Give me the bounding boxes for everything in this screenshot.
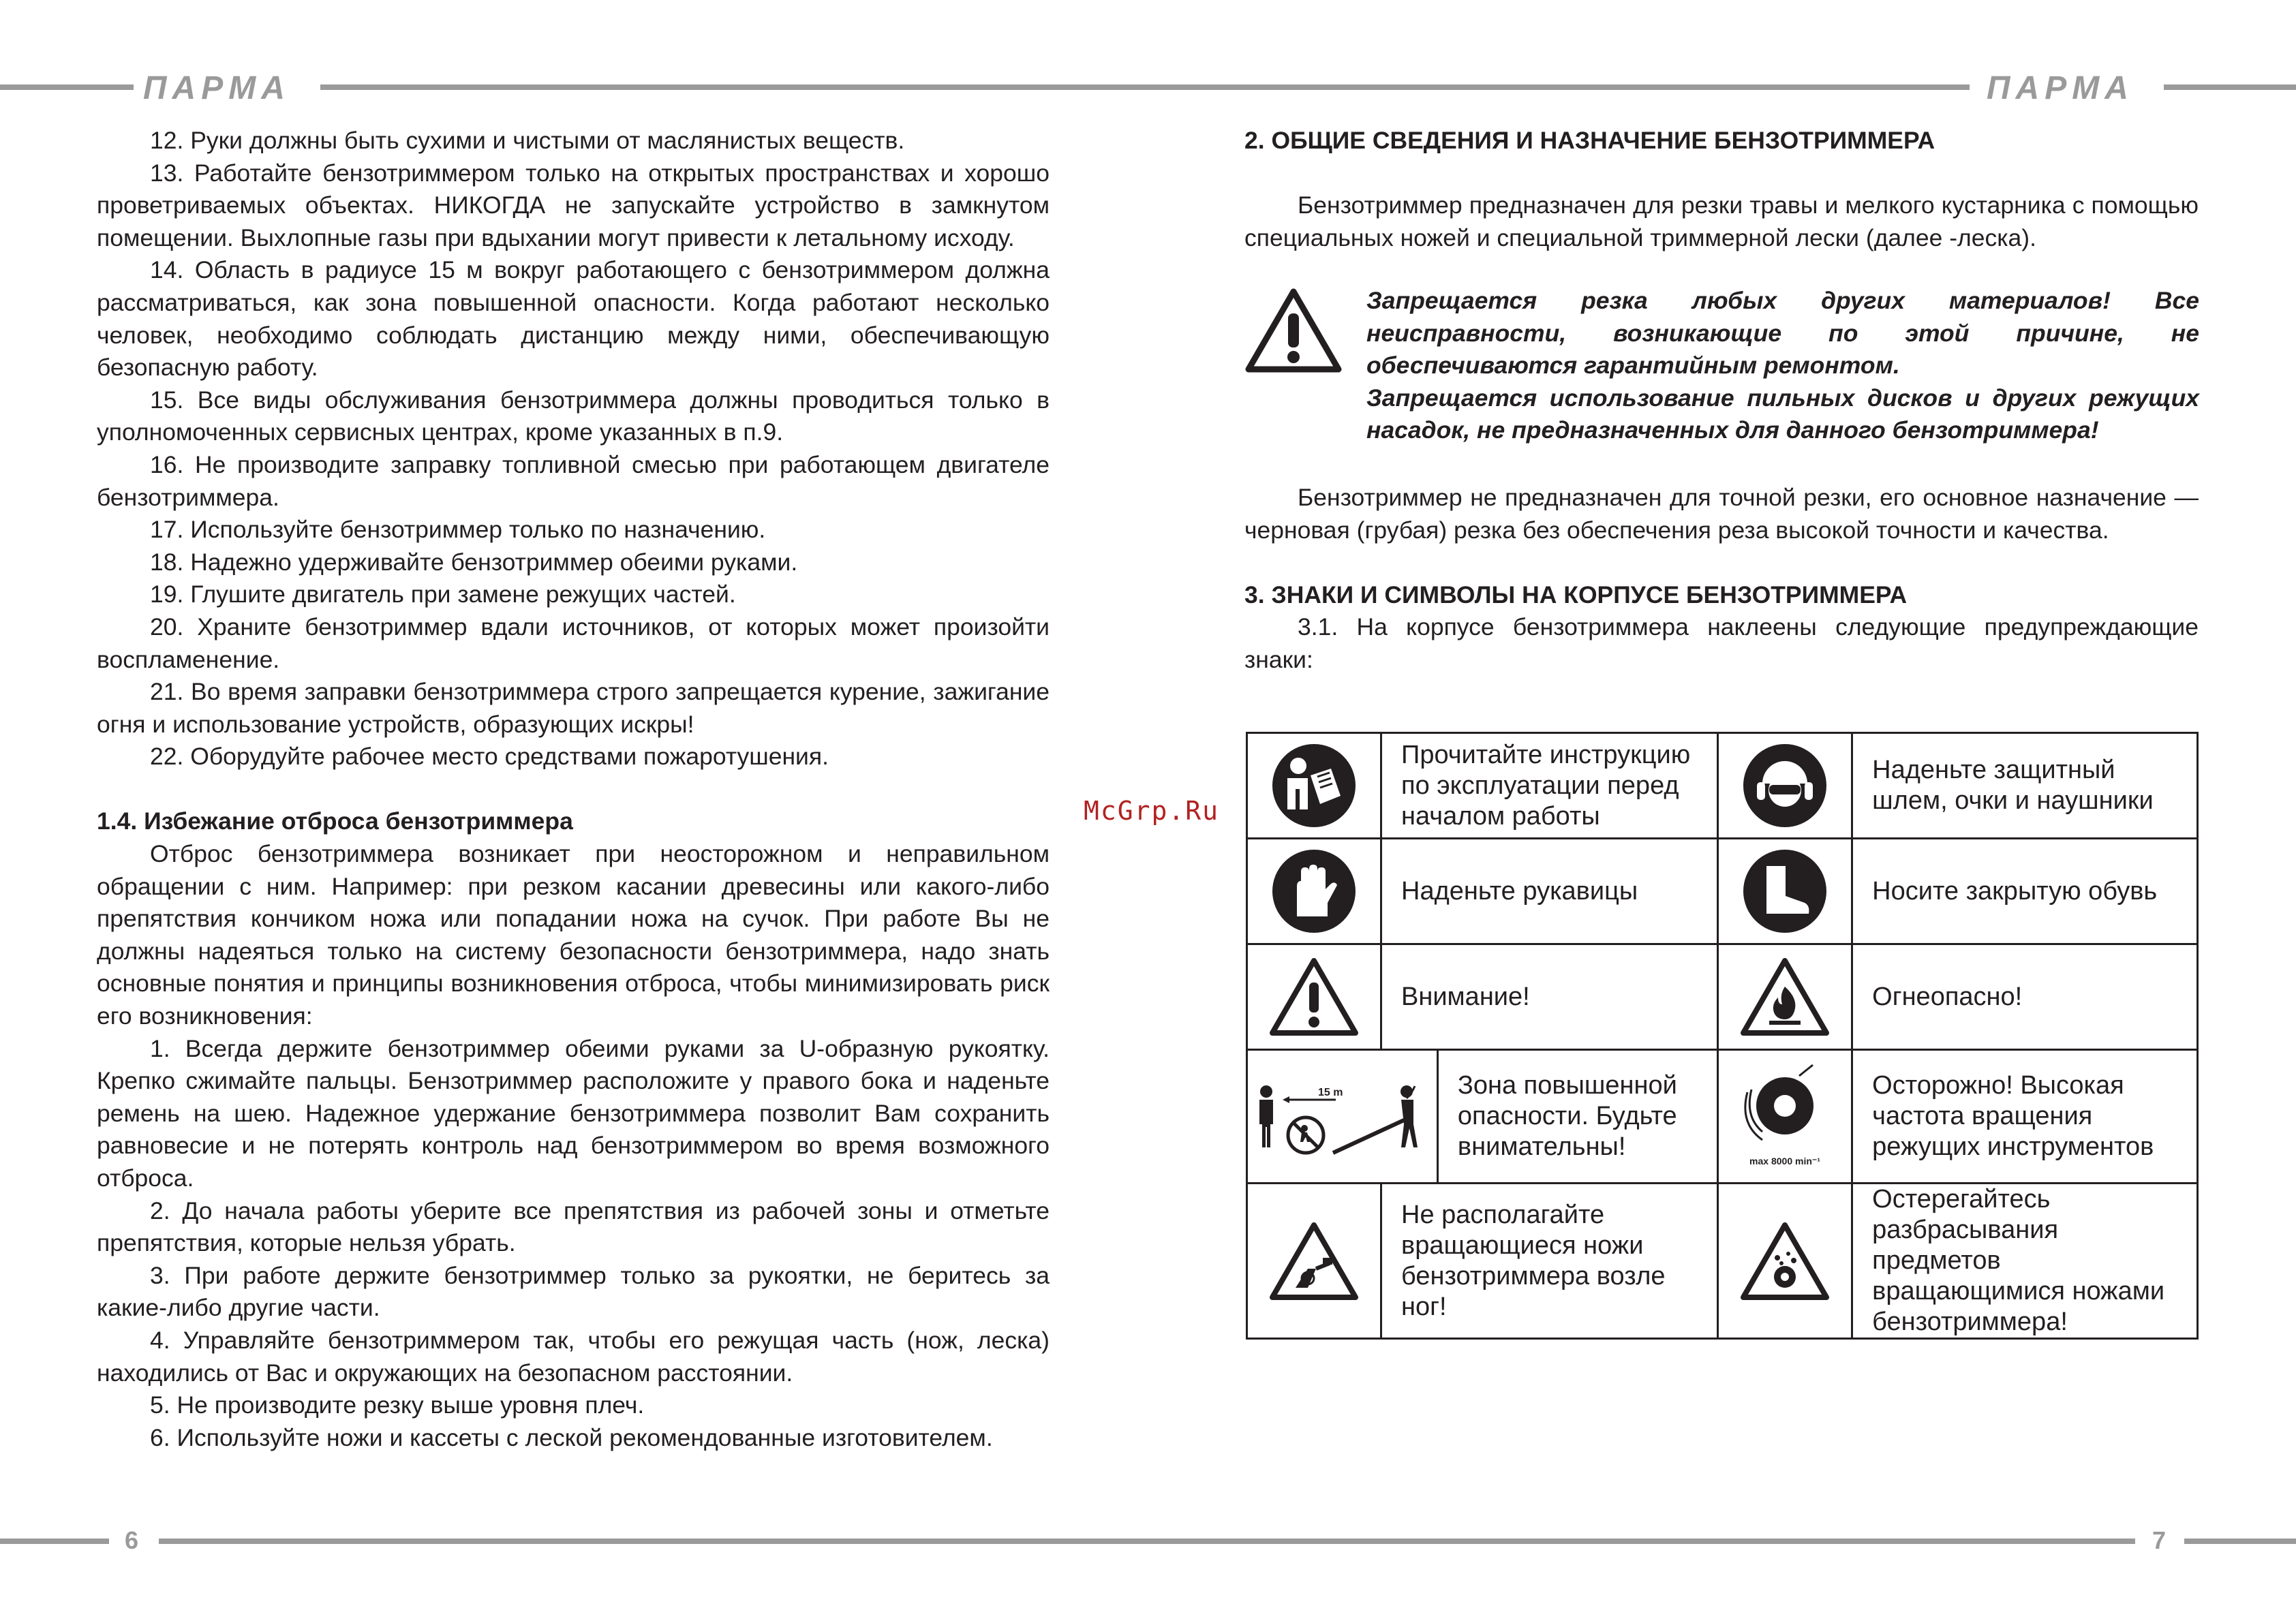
right-column-middle <box>1244 482 2199 677</box>
sign-icon-cell <box>1247 733 1381 839</box>
page-number-right: 7 <box>2152 1526 2167 1554</box>
sign-icon-cell <box>1247 1184 1381 1339</box>
warning-triangle-icon <box>1244 286 1343 375</box>
sign-icon-cell <box>1718 1184 1852 1339</box>
list-item: 14. Область в радиусе 15 м вокруг работающего с бензотриммером должна рассматриваться, как зона повышенной опасности. Когда работают несколько человек, необходимо соблюдать дистанцию между ними, обеспечивающую безопасную работу. <box>97 256 1050 382</box>
fire-icon <box>1739 957 1831 1037</box>
sign-text: Зона повышенной опасности. Будьте внимательны! <box>1437 1050 1717 1184</box>
list-item: 19. Глушите двигатель при замене режущих частей. <box>150 581 736 608</box>
brand-logo-right: ПАРМА <box>1987 70 2134 106</box>
sign-text: Остерегайтесь разбрасывания предметов вращающимися ножами бензотриммера! <box>1852 1184 2198 1339</box>
list-item: 17. Используйте бензотриммер только по назначению. <box>150 516 766 544</box>
gloves-icon <box>1271 848 1357 934</box>
speed-label: max 8000 min⁻¹ <box>1749 1155 1821 1166</box>
sign-icon-cell <box>1247 839 1381 944</box>
paragraph: Бензотриммер не предназначен для точной резки, его основное назначение — черновая (грубая) резка без обеспечения реза высокой точности и качества. <box>1244 484 2199 544</box>
sign-text: Осторожно! Высокая частота вращения режущих инструментов <box>1852 1050 2198 1184</box>
attention-icon <box>1268 957 1360 1037</box>
page-number-left: 6 <box>125 1526 139 1554</box>
sign-icon-cell <box>1718 944 1852 1050</box>
list-item: 5. Не производите резку выше уровня плеч. <box>150 1391 645 1419</box>
sign-text: Носите закрытую обувь <box>1852 839 2198 944</box>
sign-text: Прочитайте инструкцию по эксплуатации перед началом работы <box>1381 733 1718 839</box>
legs-warning-icon <box>1268 1221 1360 1301</box>
sign-icon-cell <box>1247 1050 1438 1184</box>
sign-icon-cell <box>1718 1050 1852 1184</box>
list-item: 22. Оборудуйте рабочее место средствами пожаротушения. <box>150 743 829 771</box>
section-heading: 1.4. Избежание отброса бензотриммера <box>97 807 573 835</box>
list-item: 2. До начала работы уберите все препятствия из рабочей зоны и отметьте препятствия, которые нельзя убрать. <box>97 1196 1050 1257</box>
list-item: 21. Во время заправки бензотриммера строго запрещается курение, зажигание огня и использование устройств, образующих искры! <box>97 678 1050 738</box>
sign-icon-cell <box>1718 839 1852 944</box>
debris-warning-icon <box>1739 1221 1831 1301</box>
table-row <box>1247 733 2198 839</box>
sign-text: Наденьте рукавицы <box>1381 839 1718 944</box>
header-rule-right <box>2164 84 2296 90</box>
sign-text: Огнеопасно! <box>1852 944 2198 1050</box>
table-row <box>1247 1184 2198 1339</box>
brand-logo-left: ПАРМА <box>143 70 290 106</box>
warning-line: Запрещается резка любых других материалов! Все неисправности, возникающие по этой причине, не обеспечиваются гарантийным ремонтом. <box>1366 287 2199 380</box>
header-rule-left <box>0 84 134 90</box>
distance-label: 15 m <box>1318 1086 1343 1098</box>
paragraph: Бензотриммер предназначен для резки травы и мелкого кустарника с помощью специальных ножей и специальной триммерной лески (далее -леска). <box>1244 191 2199 251</box>
right-column-top <box>1244 125 2199 254</box>
helmet-icon <box>1742 743 1828 829</box>
table-row <box>1247 1050 2198 1184</box>
footer-rule-right <box>2184 1539 2296 1544</box>
warning-line: Запрещается использование пильных дисков и других режущих насадок, не предназначенных для данного бензотриммера! <box>1366 384 2199 444</box>
list-item: 12. Руки должны быть сухими и чистыми от маслянистых веществ. <box>150 127 905 154</box>
high-speed-icon <box>1734 1062 1836 1171</box>
list-item: 16. Не производите заправку топливной смесью при работающем двигателе бензотриммера. <box>97 450 1050 511</box>
list-item: 15. Все виды обслуживания бензотриммера должны проводиться только в уполномоченных сервисных центрах, кроме указанных в п.9. <box>97 386 1050 446</box>
footer-rule-left <box>0 1539 109 1544</box>
table-row <box>1247 839 2198 944</box>
boots-icon <box>1742 848 1828 934</box>
list-item: 3. При работе держите бензотриммер только за рукоятки, не беритесь за какие-либо другие части. <box>97 1261 1050 1322</box>
sign-text: Не располагайте вращающиеся ножи бензотриммера возле ног! <box>1381 1184 1718 1339</box>
signs-table <box>1246 732 2199 1340</box>
list-item: 1. Всегда держите бензотриммер обеими руками за U-образную рукоятку. Крепко сжимайте пальцы. Бензотриммер расположите у правого бока и наденьте ремень на шею. Надежное удержание бензотриммера позволит Вам сохранить равновесие и не потерять контроль над бензотриммером во время возможного отброса. <box>97 1034 1050 1192</box>
paragraph: Отброс бензотриммера возникает при неосторожном и неправильном обращении с ним. Например: при резком касании древесины или какого-либо препятствия кончиком ножа или попадании ножа на сучок. При работе Вы не должны надеяться только на систему безопасности бензотриммера, надо знать основные понятия и принципы возникновения отброса, чтобы минимизировать риск его возникновения: <box>97 840 1050 1030</box>
list-item: 6. Используйте ножи и кассеты с леской рекомендованные изготовителем. <box>150 1423 993 1451</box>
left-column <box>97 125 1050 1454</box>
read-manual-icon <box>1271 743 1357 829</box>
header-rule-center <box>320 84 1970 90</box>
warning-text <box>1366 285 2199 447</box>
sign-text: Внимание! <box>1381 944 1718 1050</box>
list-item: 20. Храните бензотриммер вдали источников, от которых может произойти воспламенение. <box>97 613 1050 673</box>
table-row <box>1247 944 2198 1050</box>
watermark: McGrp.Ru <box>1084 796 1220 826</box>
footer-rule-center <box>159 1539 2135 1544</box>
list-item: 13. Работайте бензотриммером только на открытых пространствах и хорошо проветриваемых объектах. НИКОГДА не запускайте устройство в замкнутом помещении. Выхлопные газы при вдыхании могут привести к летальному исходу. <box>97 159 1050 251</box>
list-item: 18. Надежно удерживайте бензотриммер обеими руками. <box>150 548 798 576</box>
danger-zone-icon <box>1250 1072 1434 1161</box>
list-item: 4. Управляйте бензотриммером так, чтобы его режущая часть (нож, леска) находились от Вас и окружающих на безопасном расстоянии. <box>97 1326 1050 1387</box>
sign-icon-cell <box>1247 944 1381 1050</box>
section-heading: 3. ЗНАКИ И СИМВОЛЫ НА КОРПУСЕ БЕНЗОТРИММЕРА <box>1244 581 1908 608</box>
sign-text: Наденьте защитный шлем, очки и наушники <box>1852 733 2198 839</box>
section-heading: 2. ОБЩИЕ СВЕДЕНИЯ И НАЗНАЧЕНИЕ БЕНЗОТРИММЕРА <box>1244 127 1935 154</box>
paragraph: 3.1. На корпусе бензотриммера наклеены следующие предупреждающие знаки: <box>1244 613 2199 673</box>
sign-icon-cell <box>1718 733 1852 839</box>
